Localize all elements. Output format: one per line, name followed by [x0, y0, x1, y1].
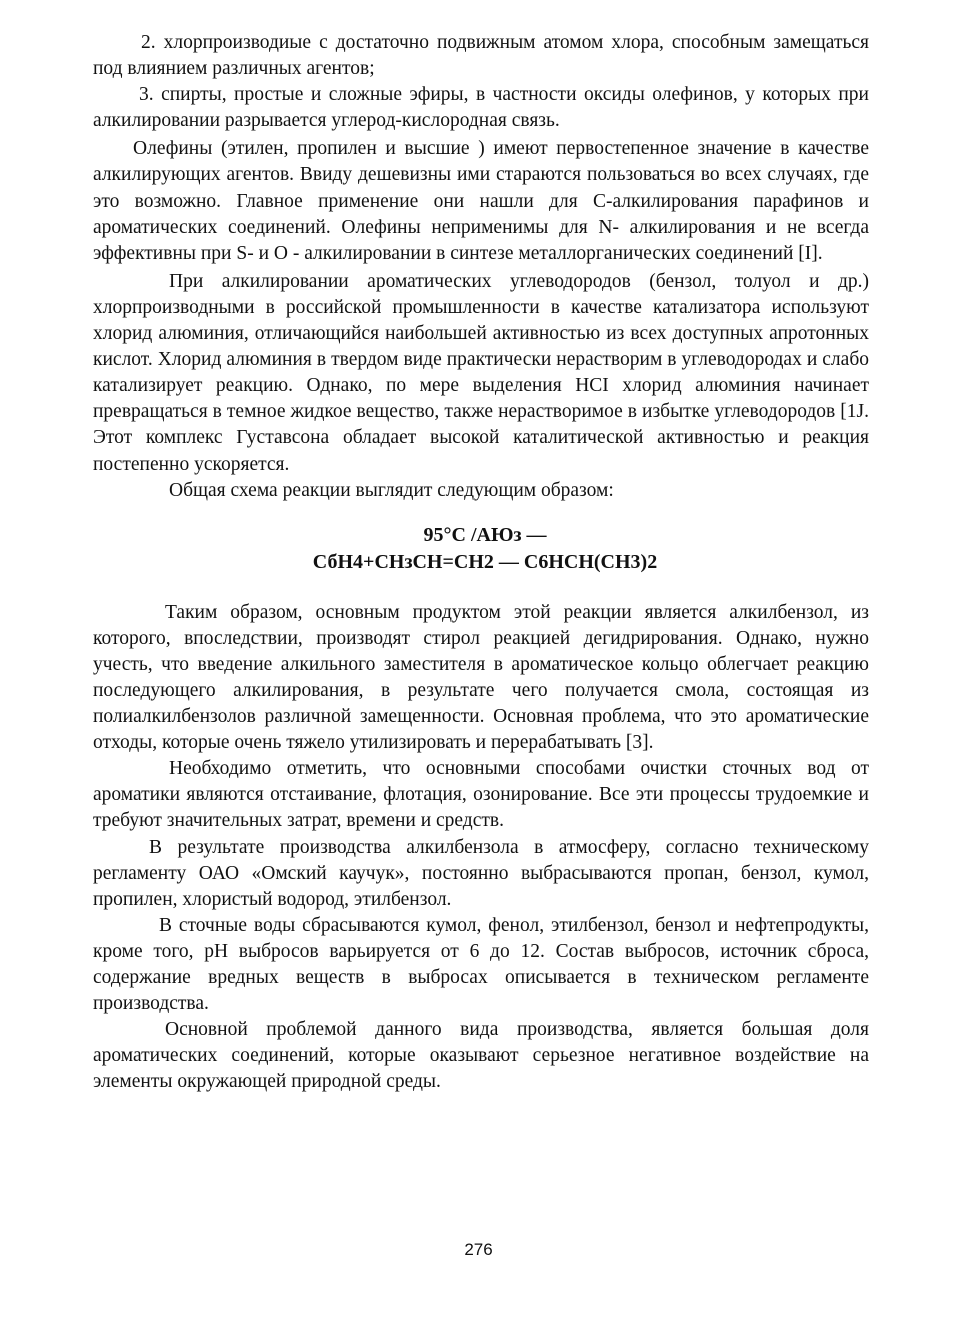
paragraph-main-problem: Основной проблемой данного вида производства, является большая доля ароматических соединений, которые оказывают серьезное негативное воздействие на элементы окружающей природной среды. — [93, 1019, 869, 1093]
reaction-equation — [93, 522, 869, 576]
paragraph-alkylbenzene: Таким образом, основным продуктом этой реакции является алкилбензол, из которого, впоследствии, производят стирол реакцией дегидрирования. Однако, нужно учесть, что введение алкильного заместителя в ароматическое кольцо облегчает реакцию последующего алкилирования, в результате чего получается смола, состоящая из полиалкилбензолов различной замещенности. Основная проблема, что это ароматические отходы, которые очень тяжело утилизировать и перерабатывать [3]. — [93, 601, 869, 754]
paragraph-olefins: Олефины (этилен, пропилен и высшие ) имеют первостепенное значение в качестве алкилирующих агентов. Ввиду дешевизны ими стараются пользоваться во всех случаях, где это возможно. Главное применение они нашли для С-алкилирования парафинов и ароматических соединений. Олефины неприменимы для N- алкилирования и не всегда эффективны при S- и О - алкилировании в синтезе металлорганических соединений [I]. — [93, 138, 869, 264]
paragraph-air-emissions: В результате производства алкилбензола в атмосферу, согласно техническому регламенту ОАО «Омский каучук», постоянно выбрасываются пропан, бензол, кумол, пропилен, хлористый водород, этилбензол. — [93, 836, 869, 910]
page-number: 276 — [464, 1240, 493, 1259]
paragraph-aluminium-chloride: При алкилировании ароматических углеводородов (бензол, толуол и др.) хлорпроизводными в российской промышленности в качестве катализатора используют хлорид алюминия, отличающийся наибольшей активностью из всех доступных апротонных кислот. Хлорид алюминия в твердом виде практически нерастворим в углеводородах и слабо катализирует реакцию. Однако, по мере выделения НСI хлорид алюминия начинает превращаться в темное жидкое вещество, также нерастворимое в избытке углеводородов [1J. Этот комплекс Густавсона обладает высокой каталитической активностью и реакция постепенно ускоряется. — [93, 270, 869, 475]
list-item-alcohols-ethers: 3. спирты, простые и сложные эфиры, в частности оксиды олефинов, у которых при алкилировании разрывается углерод-кислородная связь. — [93, 84, 869, 132]
reaction-formula: СбН4+СНзСН=СН2 — С6НСН(СН3)2 — [312, 550, 658, 573]
document-body — [93, 30, 869, 1095]
paragraph-reaction-scheme-intro: Общая схема реакции выглядит следующим образом: — [169, 479, 614, 501]
paragraph-wastewater-discharge: В сточные воды сбрасываются кумол, фенол, этилбензол, бензол и нефтепродукты, кроме того, pH выбросов варьируется от 6 до 12. Состав выбросов, источник сброса, содержание вредных веществ в выбросах описывается в техническом регламенте производства. — [93, 914, 869, 1015]
list-item-chlorine-derivatives: 2. хлорпроизводиые с достаточно подвижным атомом хлора, способным замещаться под влиянием различных агентов; — [93, 32, 869, 80]
paragraph-wastewater-treatment: Необходимо отметить, что основными способами очистки сточных вод от ароматики являются отстаивание, флотация, озонирование. Все эти процессы трудоемкие и требуют значительных затрат, времени и средств. — [93, 758, 869, 832]
reaction-condition: 95°C /АЮз — — [423, 523, 547, 546]
